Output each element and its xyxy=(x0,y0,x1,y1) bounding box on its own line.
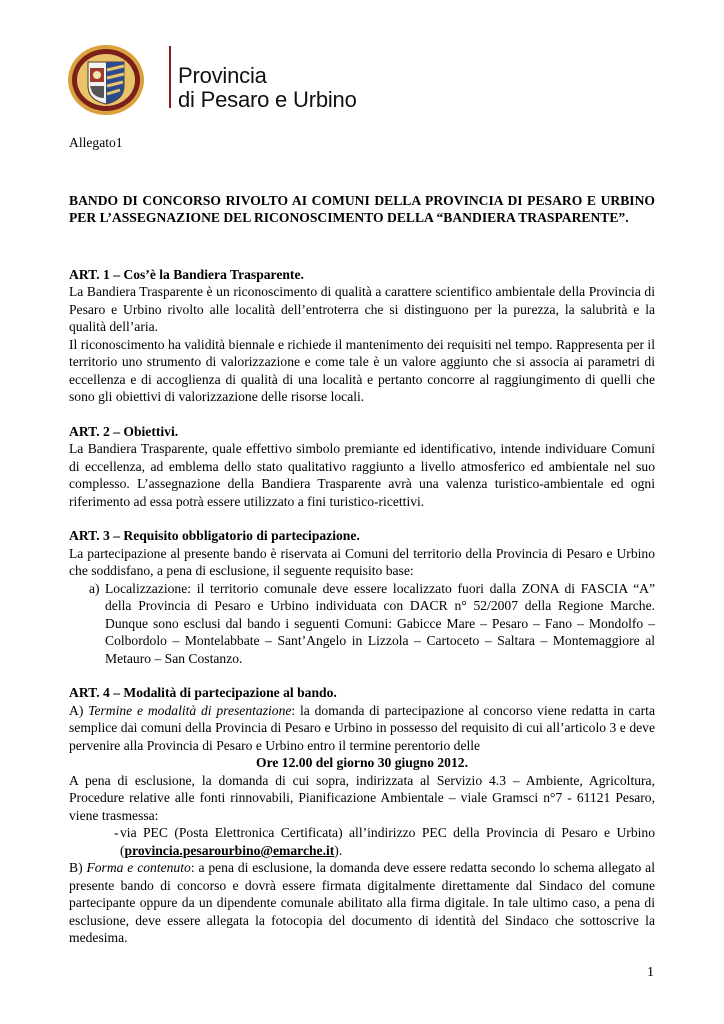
deadline: Ore 12.00 del giorno 30 giugno 2012. xyxy=(256,755,468,770)
document-title: BANDO DI CONCORSO RIVOLTO AI COMUNI DELLA PROVINCIA DI PESARO E URBINO PER L’ASSEGNAZIONE DEL RICONOSCIMENTO DELLA “BANDIERA TRASPARENTE”. xyxy=(69,192,655,225)
art1-paragraph-2: Il riconoscimento ha validità biennale e richiede il mantenimento dei requisiti nel tempo. Rappresenta per il territorio uno strumento di valorizzazione e come tale è un valore aggiunto che si associa ai parametri di eccellenza e di accoglienza di qualità di una località e pertanto concorre al raggiungimento di quelli che sono gli obiettivi di valorizzazione delle risorse locali. xyxy=(69,336,655,404)
section-b-title: Forma e contenuto xyxy=(86,860,191,875)
art3-heading: ART. 3 – Requisito obbligatorio di partecipazione. xyxy=(69,528,360,543)
list-marker: - xyxy=(114,825,119,840)
list-marker: a) xyxy=(89,580,100,596)
page-number: 1 xyxy=(647,965,654,980)
art3-list-item-a xyxy=(69,580,655,668)
section-a-title: Termine e modalità di presentazione xyxy=(88,702,292,718)
art4-paragraph-2: A pena di esclusione, la domanda di cui sopra, indirizzata al Servizio 4.3 – Ambiente, Agricoltura, Procedure relative alle fonti rinnovabili, Pianificazione Ambientale – viale Gramsci n°7 - 61121 Pesaro, viene trasmessa: xyxy=(69,772,655,823)
art1-paragraph-1: La Bandiera Trasparente è un riconoscimento di qualità a carattere scientifico ambientale della Provincia di Pesaro e Urbino rivolto alle località dell’entroterra che si distinguono per la purezza, la salubrità e la qualità dell’aria. xyxy=(69,284,655,334)
allegato-label: Allegato1 xyxy=(69,135,123,150)
section-b-text: : a pena di esclusione, la domanda deve essere redatta secondo lo schema allegato al presente bando di concorso e dovrà essere firmata digitalmente direttamente dal Sindaco del comune partecipante oppure da un dipendente comunale abilitato alla firma digitale. In tale ultimo caso, a pena di esclusione, deve essere allegata la fotocopia del documento di identità del Sindaco che sottoscrive la medesima. xyxy=(69,860,655,945)
organization-name xyxy=(178,64,357,112)
list-item-end: ). xyxy=(334,842,343,858)
section-a-text: : la domanda di partecipazione al concorso viene redatta in carta semplice dai comuni della Provincia di Pesaro e Urbino in possesso del requisito di cui all’articolo 3 e deve pervenire alla Provincia di Pesaro e Urbino entro il termine perentorio delle xyxy=(69,702,655,753)
art4-section-b xyxy=(69,859,655,947)
list-item-text: via PEC (Posta Elettronica Certificata) all’indirizzo PEC della Provincia di Pesaro e Urbino ( xyxy=(120,825,655,858)
art2-heading: ART. 2 – Obiettivi. xyxy=(69,423,179,439)
coat-of-arms-icon xyxy=(66,40,176,120)
art4-list-item-pec xyxy=(69,824,655,859)
section-a-label: A) xyxy=(69,702,89,718)
art4-heading: ART. 4 – Modalità di partecipazione al bando. xyxy=(69,685,337,700)
pec-email-link[interactable]: provincia.pesarourbino@emarche.it xyxy=(124,842,335,858)
art4-section-a xyxy=(69,702,655,755)
list-item-text: Localizzazione: il territorio comunale deve essere localizzato fuori dalla ZONA di FASCIA “A” della Provincia di Pesaro e Urbino individuata con DACR n° 52/2007 della Regione Marche. Dunque sono esclusi dal bando i seguenti Comuni: Gabicce Mare – Pesaro – Fano – Mondolfo – Colbordolo – Montelabbate – Sant’Angelo in Lizzola – Cartoceto – Saltara – Montemaggiore al Metauro – San Costanzo. xyxy=(105,580,655,666)
section-b-label: B) xyxy=(69,860,87,875)
org-name-line1: Provincia xyxy=(178,63,267,88)
document-body xyxy=(69,126,655,947)
art3-paragraph-1: La partecipazione al presente bando è riservata ai Comuni del territorio della Provincia di Pesaro e Urbino che soddisfano, a pena di esclusione, il seguente requisito base: xyxy=(69,545,655,578)
org-name-line2: di Pesaro e Urbino xyxy=(178,87,357,112)
art2-paragraph-1: La Bandiera Trasparente, quale effettivo simbolo premiante ed identificativo, intende individuare Comuni di eccellenza, ad emblema dello stato qualitativo raggiunto a livello atmosferico ed ambientale nel suo complesso. L’assegnazione della Bandiera Trasparente avrà una valenza turistico-ambientale ed ogni riferimento ad essa potrà essere utilizzato a fini turistico-ricettivi. xyxy=(69,441,655,509)
art1-heading: ART. 1 – Cos’è la Bandiera Trasparente. xyxy=(69,266,304,282)
